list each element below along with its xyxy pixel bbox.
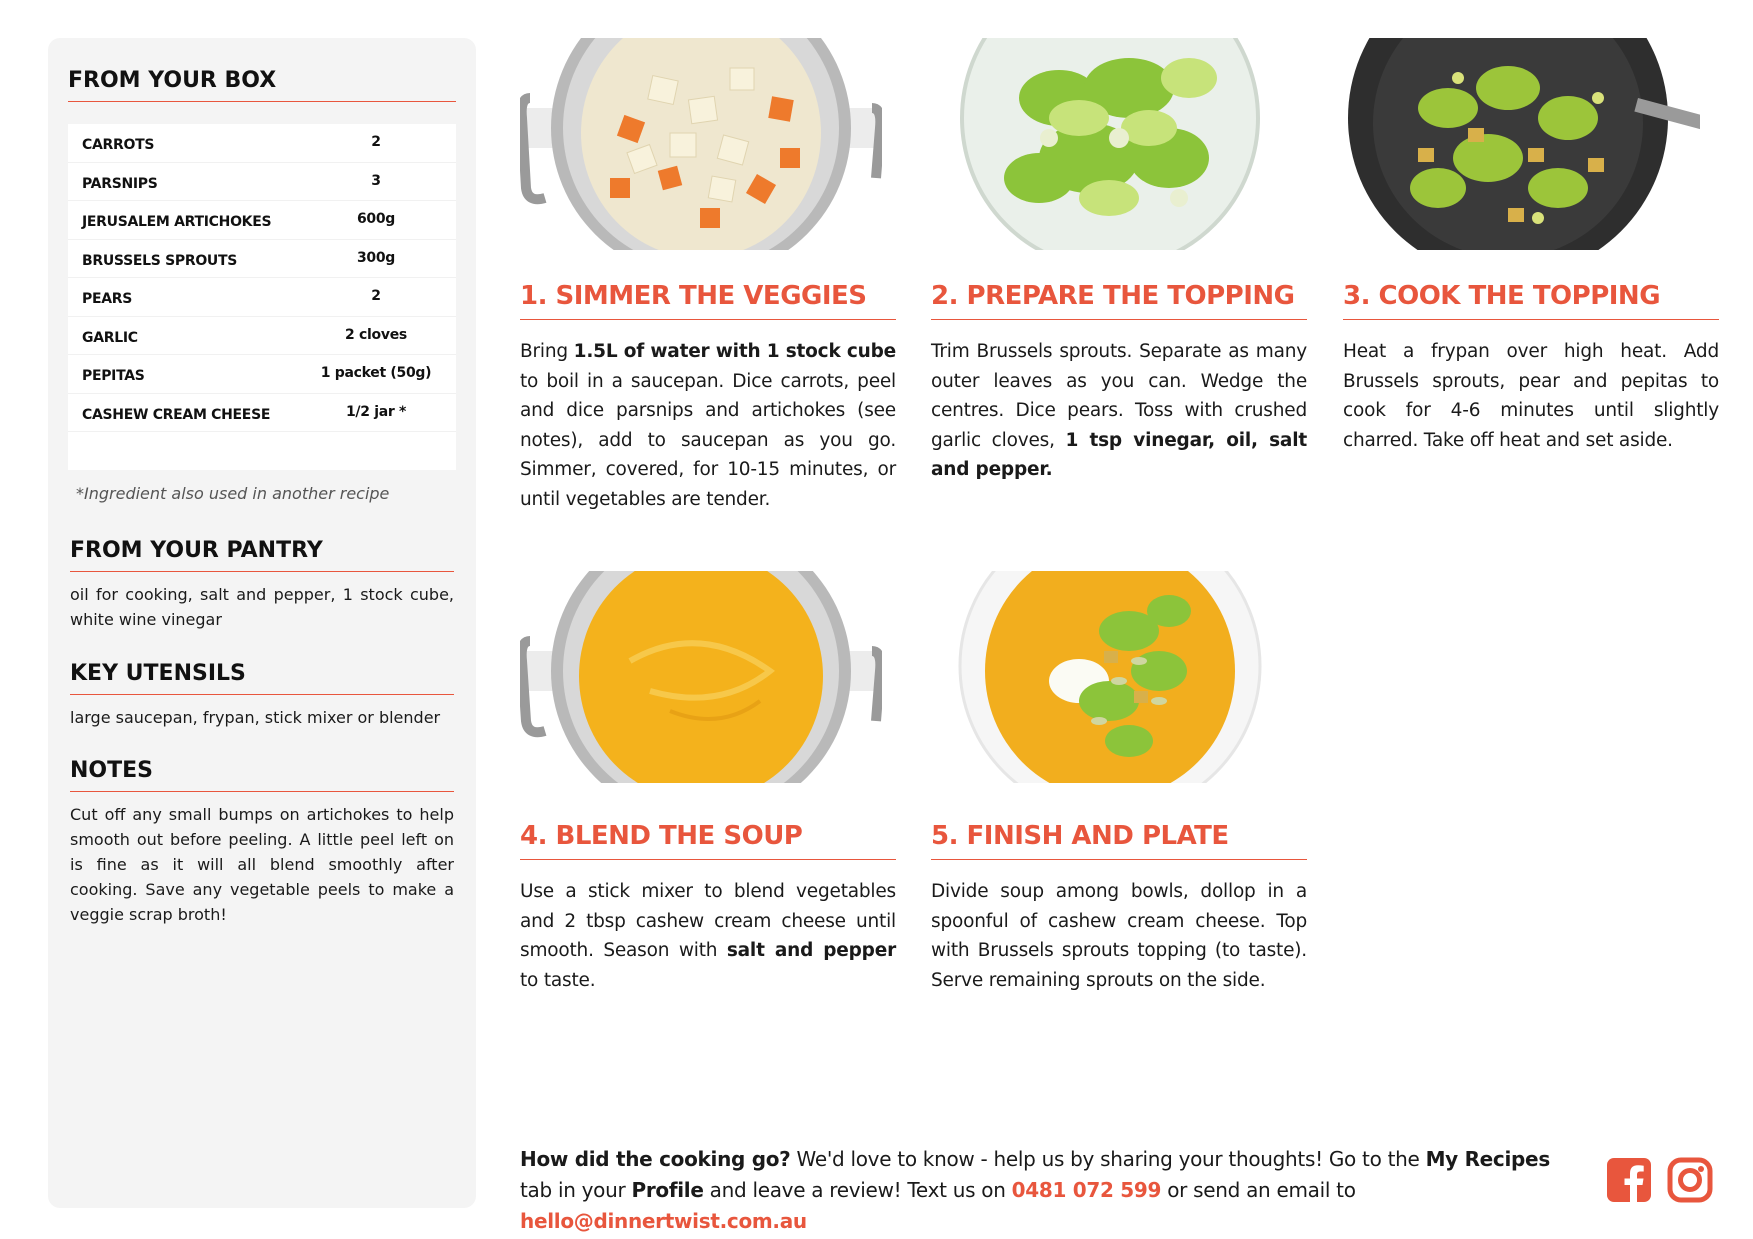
instagram-icon[interactable] xyxy=(1666,1156,1714,1204)
ingredient-row xyxy=(68,201,456,240)
ingredient-name: PEARS xyxy=(82,291,133,307)
ingredient-name: BRUSSELS SPROUTS xyxy=(82,252,238,269)
ingredients-sidebar xyxy=(48,38,476,1208)
step-text-part: Heat a frypan over high heat. Add Brussels sprouts, pear and pepitas to cook for 4-6 minutes until slightly charred. Take off heat and set aside. xyxy=(1343,341,1719,451)
step-4-title: 4. BLEND THE SOUP xyxy=(520,821,896,860)
step-text-part: Divide soup among bowls, dollop in a spoonful of cashew cream cheese. Top with Brussels sprouts topping (to taste). Serve remaining sprouts on the side. xyxy=(931,881,1307,991)
step-text-part: Bring xyxy=(520,341,574,362)
ingredient-qty: 2 xyxy=(371,288,381,304)
step-2-text xyxy=(931,337,1307,485)
footer-text: or send an email to xyxy=(1161,1178,1356,1202)
ingredient-qty: 2 xyxy=(371,134,381,150)
my-recipes-label: My Recipes xyxy=(1425,1147,1550,1171)
utensils-title: KEY UTENSILS xyxy=(70,661,454,695)
ingredient-qty: 3 xyxy=(371,172,381,189)
step-text-part: to boil in a saucepan. Dice carrots, peel and dice parsnips and artichokes (see notes), add to saucepan as you go. Simmer, covered, for 10-15 minutes, or until vegetables are tender. xyxy=(520,370,896,510)
ingredient-row xyxy=(68,124,456,163)
pantry-text: oil for cooking, salt and pepper, 1 stock cube, white wine vinegar xyxy=(70,585,454,629)
step-4-text xyxy=(520,877,896,995)
notes-text: Cut off any small bumps on artichokes to help smooth out before peeling. A little peel left on is fine as it will all blend smoothly after cooking. Save any vegetable peels to make a veggie scrap broth! xyxy=(70,805,454,924)
footer-text: tab in your xyxy=(520,1178,632,1202)
step-5-text xyxy=(931,877,1307,995)
step-3-title: 3. COOK THE TOPPING xyxy=(1343,281,1719,320)
ingredient-row xyxy=(68,355,456,394)
footer-text: and leave a review! Text us on xyxy=(703,1178,1012,1202)
ingredient-qty: 1/2 jar * xyxy=(345,403,407,420)
ingredient-name: GARLIC xyxy=(82,329,138,346)
step-text-bold: 1.5L of water with 1 stock cube xyxy=(573,341,896,362)
step-1-photo xyxy=(520,38,882,250)
ingredient-row xyxy=(68,240,456,279)
step-text-part: to taste. xyxy=(520,969,596,991)
ingredient-row xyxy=(68,317,456,356)
step-text-part: Use a stick mixer to blend vegetables and 2 tbsp cashew cream cheese until smooth. Season with xyxy=(520,881,896,961)
phone-link[interactable]: 0481 072 599 xyxy=(1011,1178,1162,1202)
ingredient-name: JERUSALEM ARTICHOKES xyxy=(82,214,272,230)
ingredient-name: CARROTS xyxy=(82,137,155,153)
ingredient-name: CASHEW CREAM CHEESE xyxy=(82,406,271,423)
utensils-text: large saucepan, frypan, stick mixer or blender xyxy=(70,708,441,727)
pantry-title: FROM YOUR PANTRY xyxy=(70,538,454,572)
ingredient-qty: 600g xyxy=(356,211,396,227)
ingredient-name: PARSNIPS xyxy=(82,175,158,192)
footer-text: We'd love to know - help us by sharing your thoughts! Go to the xyxy=(790,1147,1426,1171)
step-4-photo xyxy=(520,571,882,783)
ingredient-qty: 300g xyxy=(356,249,396,266)
step-2-photo xyxy=(929,38,1291,250)
notes-title: NOTES xyxy=(70,758,454,792)
box-title: FROM YOUR BOX xyxy=(68,68,456,102)
step-text-part: Trim Brussels sprouts. Separate as many outer leaves as you can. Wedge the centres. Dice pears. Toss with crushed garlic cloves, xyxy=(931,341,1307,451)
email-link[interactable]: hello@dinnertwist.com.au xyxy=(520,1209,807,1233)
facebook-icon[interactable] xyxy=(1605,1156,1653,1204)
step-5-photo xyxy=(929,571,1291,783)
step-5-title: 5. FINISH AND PLATE xyxy=(931,821,1307,860)
step-text-bold: salt and pepper xyxy=(726,940,896,961)
step-text-bold: 1 tsp vinegar, oil, salt and pepper. xyxy=(931,429,1307,480)
step-3-photo xyxy=(1338,38,1700,250)
ingredient-name: PEPITAS xyxy=(82,368,145,384)
step-1-text xyxy=(520,337,896,514)
step-3-text xyxy=(1343,337,1719,455)
ingredient-table xyxy=(68,124,456,470)
review-prompt xyxy=(520,1144,1585,1237)
ingredient-qty: 2 cloves xyxy=(345,326,407,343)
ingredient-row xyxy=(68,394,456,433)
ingredient-row xyxy=(68,278,456,317)
step-2-title: 2. PREPARE THE TOPPING xyxy=(931,281,1307,320)
profile-label: Profile xyxy=(631,1178,704,1202)
footer-question: How did the cooking go? xyxy=(520,1147,791,1171)
ingredient-row xyxy=(68,163,456,202)
step-1-title: 1. SIMMER THE VEGGIES xyxy=(520,281,896,320)
ingredient-qty: 1 packet (50g) xyxy=(320,365,432,381)
ingredient-footnote: *Ingredient also used in another recipe xyxy=(76,484,390,503)
